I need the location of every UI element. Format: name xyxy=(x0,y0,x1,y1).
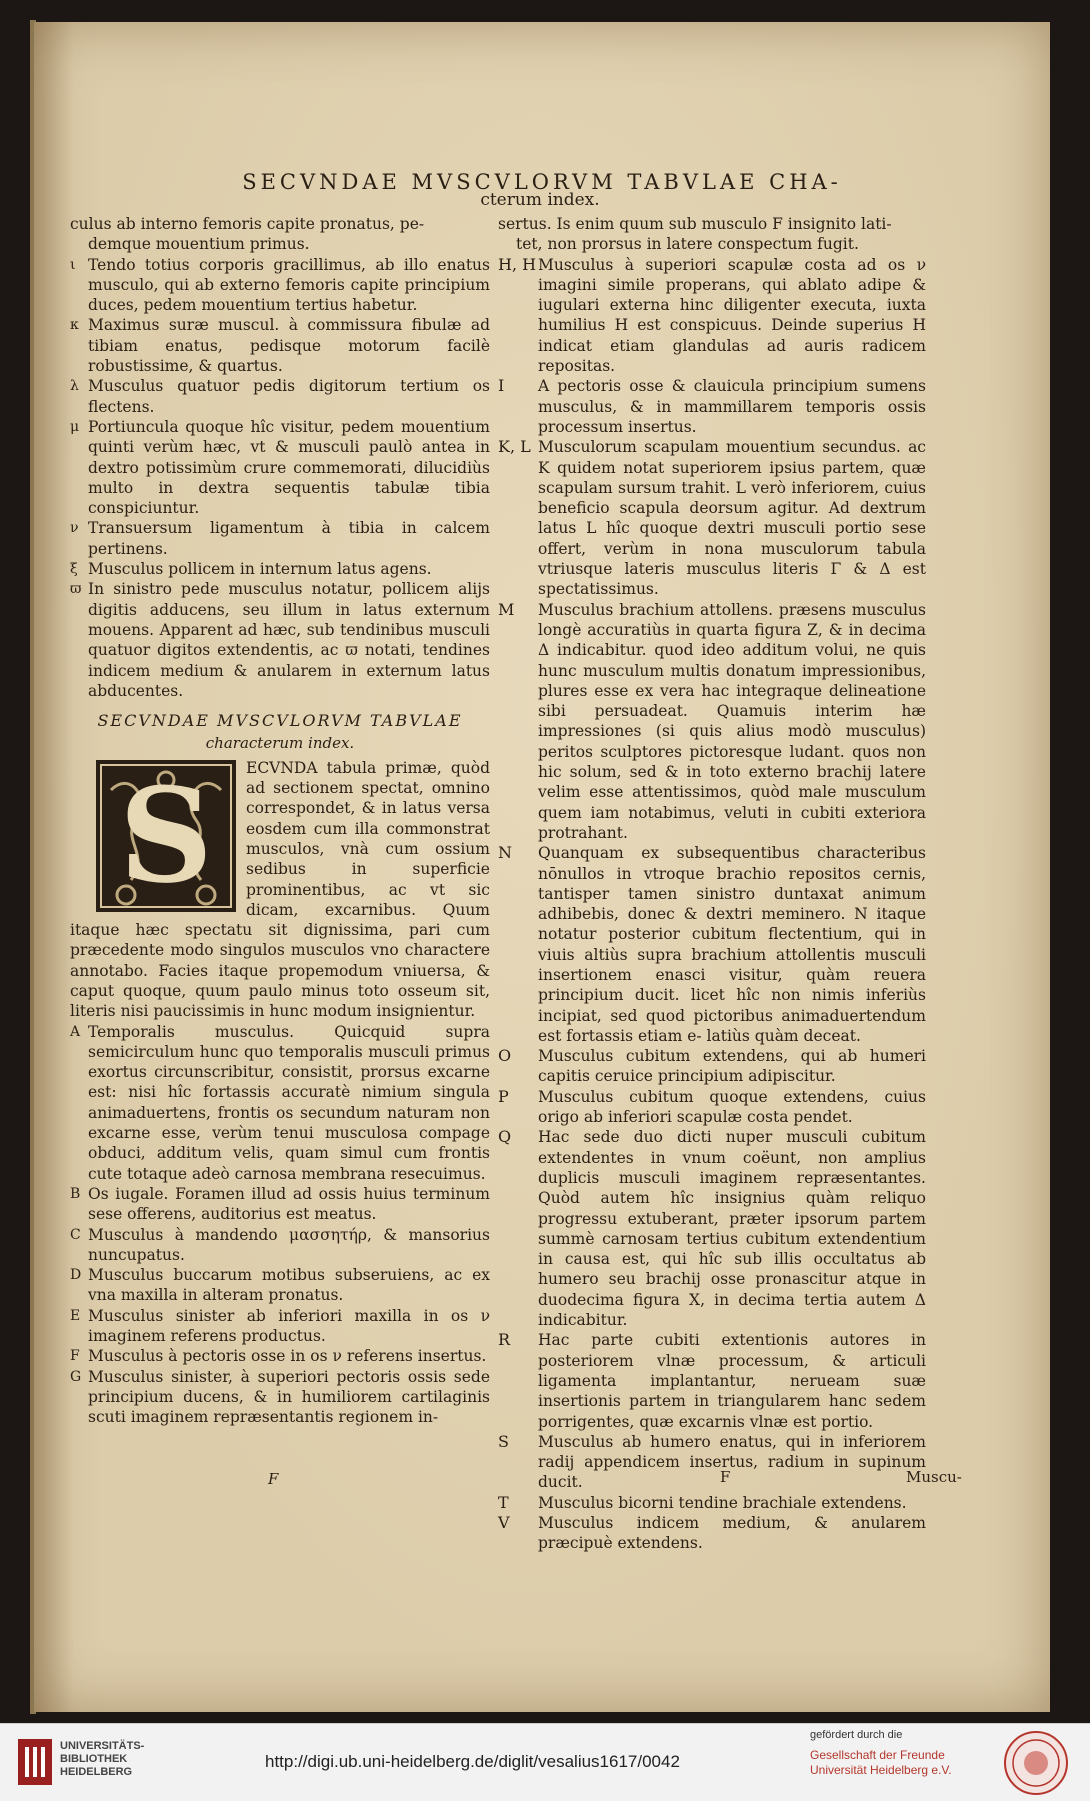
index-entry xyxy=(498,1432,926,1493)
entry-key: ϖ xyxy=(70,581,82,598)
entry-key: κ xyxy=(70,317,79,334)
right-column xyxy=(498,214,926,1554)
entry-key: λ xyxy=(70,378,79,395)
entry-key: A xyxy=(70,1023,81,1040)
entry-key: O xyxy=(498,1046,512,1066)
entry-key: V xyxy=(498,1513,510,1532)
index-entry xyxy=(70,315,490,376)
uni-name-line: BIBLIOTHEK xyxy=(60,1753,128,1765)
index-entry xyxy=(498,255,926,377)
index-entry xyxy=(70,417,490,518)
entry-key: I xyxy=(498,376,505,396)
footer-bar xyxy=(0,1723,1090,1801)
right-entries xyxy=(498,255,926,1554)
entry-key: ν xyxy=(70,520,79,537)
signature-mark-left: F xyxy=(268,1470,279,1488)
index-entry xyxy=(70,579,490,701)
section-subtitle: characterum index. xyxy=(205,734,355,753)
index-entry xyxy=(498,1493,926,1513)
left-column xyxy=(70,214,490,1428)
entry-text: Quanquam ex subsequentibus characteribus nōnullos in vtroque brachio repositos cernis, tantisper tamen sinistro duntaxat animum adhibebis, donec & dextri meminero. N itaque notatur posterior cubitum flectentium, qui in viuis altiùs supra brachium attollentis musculi insertionem enasci visitur, quàm reuera principium ducit. licet hîc non nimis inferiùs incipiat, sed quod pictoribus animaduertendum est fortassis etiam e- latiùs quàm deceat. xyxy=(538,844,926,1045)
left-entries-bottom xyxy=(70,1022,490,1428)
page-header-title: SECVNDAE MVSCVLORVM TABVLAE CHA- xyxy=(242,170,842,194)
entry-text: Tendo totius corporis gracillimus, ab illo enatus musculo, qui ab externo femoris capite principium duces, pedem mouentium tertius habetur. xyxy=(88,255,490,315)
entry-key: μ xyxy=(70,418,80,435)
entry-text: In sinistro pede musculus notatur, pollicem alijs digitis adducens, seu illum in latus externum mouens. Apparent ad hæc, sub tendinibus musculi quatuor digitos extendentis, ac ϖ notati, tendines indicem medium & anularem in externum latus abducentes. xyxy=(88,580,490,700)
university-library-logo-icon[interactable] xyxy=(18,1739,52,1785)
index-entry xyxy=(70,1346,490,1366)
entry-key: N xyxy=(498,843,512,863)
index-entry xyxy=(498,376,926,437)
decorated-initial-icon xyxy=(96,760,236,912)
index-entry xyxy=(70,1022,490,1184)
entry-text: Musculus pollicem in internum latus agens. xyxy=(88,560,432,579)
entry-key: T xyxy=(498,1492,509,1512)
index-entry xyxy=(70,559,490,579)
initial-letter: S xyxy=(119,758,213,912)
catchword: Muscu- xyxy=(906,1468,962,1486)
entry-text: Musculus bicorni tendine brachiale extendens. xyxy=(538,1493,907,1512)
entry-key: P xyxy=(498,1086,509,1106)
index-entry xyxy=(498,1046,926,1087)
entry-key: R xyxy=(498,1330,511,1350)
entry-key: G xyxy=(70,1368,82,1385)
entry-text: Hac parte cubiti extentionis autores in posteriorem vlnæ processum, & articuli ligamenta implantantur, nerueam suæ insertionis partem in triangularem hanc sedem porrigentes, quæ excarnis vlnæ est portio. xyxy=(538,1331,926,1431)
entry-text: Musculus ab humero enatus, qui in inferiorem radij appendicem insertus, radium in supinum ducit. xyxy=(538,1432,926,1492)
entry-text: Portiuncula quoque hîc visitur, pedem mouentium quinti verùm hæc, vt & musculi paulò antea in dextro potissimùm crure commemorati, dilucidiùs multo in dextra sequentis tabulæ tibia conspiciuntur. xyxy=(88,417,490,518)
left-entries-top xyxy=(70,255,490,702)
index-entry xyxy=(70,518,490,559)
entry-key: ι xyxy=(70,256,76,273)
right-intro-line: sertus. Is enim quum sub musculo F insignito lati- xyxy=(498,215,892,233)
index-entry xyxy=(498,1513,926,1554)
intro-paragraph-block xyxy=(70,758,490,1022)
entry-key: Q xyxy=(498,1127,512,1147)
entry-text: Musculus à pectoris osse in os ν referens insertus. xyxy=(88,1347,487,1366)
entry-text: Musculus sinister ab inferiori maxilla in os ν imaginem referens productus. xyxy=(88,1306,490,1346)
entry-text: Musculus brachium attollens. præsens musculus longè accuratiùs in quarta figura Ζ, & in decima Δ indicabitur. quod ideo additum volui, ne quis hunc musculum multis donatum impressionibus, plures esse ex vera hac integraque delineatione sibi persuadeat. Quamuis interim hæ impressiones (si quis alius modò musculus) peritos sculptores pictoresque ludant. quos non hic solum, sed & in toto externo brachij latere velim esse attentissimos, quòd male musculum quem iam notabimus, veluti in cubiti exteriora protrahant. xyxy=(538,600,926,842)
left-intro-line: culus ab interno femoris capite pronatus, pe- xyxy=(70,215,425,233)
entry-text: Hac sede duo dicti nuper musculi cubitum extendentes in vnum coëunt, non amplius duplicis musculi imaginem repræsentantes. Quòd autem hîc insignius quàm reliquo progressu extuberant, præter ipsorum partem summè carnosam tertius cubitum extendentium in causa est, qui hîc sub illis occultatus ab humero seu brachij osse pronascitur atque in duodecima figura X, in decima tertia autem Δ indicabitur. xyxy=(538,1128,926,1330)
entry-text: Musculus à mandendo μασσητήρ, & mansorius nuncupatus. xyxy=(88,1225,490,1264)
entry-key: H, H xyxy=(498,254,537,274)
entry-key: C xyxy=(70,1226,81,1243)
entry-key: ξ xyxy=(70,561,78,578)
entry-text: Musculus buccarum motibus subseruiens, ac ex vna maxilla in alteram pronatus. xyxy=(88,1266,490,1305)
entry-text: A pectoris osse & clauicula principium sumens musculus, & in mammillarem temporis ossis processum insertus. xyxy=(538,377,926,436)
society-name-line: Gesellschaft der Freunde xyxy=(810,1748,945,1762)
entry-text: Os iugale. Foramen illud ad ossis huius terminum sese offerens, auditorius est meatus. xyxy=(88,1184,490,1224)
uni-name-line: UNIVERSITÄTS- xyxy=(60,1740,145,1752)
intro-paragraph: ECVNDA tabula primæ, quòd ad sectionem spectat, omnino correspondet, & in latus versa eosdem cum illa commonstrat musculos, vnà cum ossium sedibus in superficie prominentibus, ac vt sic dicam, excarnibus. Quum itaque hæc spectatu sit dignissima, pari cum præcedente modo singulos musculos vno charactere annotabo. Facies itaque propemodum vniuersa, & caput quoque, quum paulo minus toto osseum sit, literis nisi paucissimis in hunc modum insignientur. xyxy=(70,758,490,1021)
index-entry xyxy=(70,1265,490,1306)
entry-text: Maximus suræ muscul. à commissura fibulæ ad tibiam enatus, pedisque motorum facilè robustissime, & quartus. xyxy=(88,316,490,376)
entry-key: F xyxy=(70,1348,80,1365)
index-entry xyxy=(70,376,490,417)
entry-key: E xyxy=(70,1307,81,1324)
signature-mark-right: F xyxy=(720,1468,731,1486)
entry-key: K, L xyxy=(498,437,531,457)
index-entry xyxy=(498,437,926,599)
entry-text: Musculus cubitum extendens, qui ab humeri capitis ceruice principium adipiscitur. xyxy=(538,1047,926,1086)
entry-text: Temporalis musculus. Quicquid supra semicirculum hunc quo temporalis musculi primus exortus circunscribitur, consistit, prorsus excarne est: nisi hîc fortassis accuratè nimium singula animaduertens, frontis os secundum naturam non excarne esse, verùm tenui musculosa compage obduci, additum velis, quam simul cum frontis cute totaque adeò carnosa membrana resecuimus. xyxy=(88,1022,490,1183)
page-header-subtitle: cterum index. xyxy=(480,190,600,210)
index-entry xyxy=(70,1367,490,1428)
entry-key: D xyxy=(70,1267,82,1284)
entry-text: Musculus indicem medium, & anularem præcipuè extendens. xyxy=(538,1514,926,1553)
index-entry xyxy=(70,1225,490,1266)
entry-text: Musculus quatuor pedis digitorum tertium os flectens. xyxy=(88,377,490,416)
index-entry xyxy=(498,1087,926,1128)
index-entry xyxy=(70,1184,490,1225)
entry-text: Musculus cubitum quoque extendens, cuius origo ab inferiori scapulæ costa pendet. xyxy=(538,1087,926,1127)
left-intro-line: demque mouentium primus. xyxy=(88,235,310,254)
index-entry xyxy=(70,1306,490,1347)
entry-text: Musculorum scapulam mouentium secundus. ac K quidem notat superiorem ipsius partem, quæ scapulam sursum trahit. L verò inferiorem, cuius beneficio scapula deorsum agitur. Ad dextrum latus L hîc quoque dextri musculi portio sese offert, verùm in nona musculorum tabula vtriusque lateris musculus literis Γ & Δ est spectatissimus. xyxy=(538,438,926,599)
society-name[interactable] xyxy=(810,1748,952,1778)
entry-key: M xyxy=(498,599,515,619)
university-library-name xyxy=(60,1740,144,1779)
index-entry xyxy=(498,600,926,844)
index-entry xyxy=(498,1330,926,1431)
university-seal-icon xyxy=(1003,1730,1069,1796)
funded-by-label: gefördert durch die xyxy=(810,1729,903,1741)
entry-key: B xyxy=(70,1185,81,1202)
index-entry xyxy=(498,1127,926,1330)
entry-text: Musculus sinister, à superiori pectoris ossis sede principium ducens, & in humiliorem cartilaginis scuti imaginem repræsentantis regionem in- xyxy=(88,1367,490,1427)
index-entry xyxy=(70,255,490,316)
uni-name-line: HEIDELBERG xyxy=(60,1766,133,1778)
section-title: SECVNDAE MVSCVLORVM TABVLAE xyxy=(97,711,463,731)
society-name-line: Universität Heidelberg e.V. xyxy=(810,1763,952,1777)
index-entry xyxy=(498,843,926,1046)
entry-text: Transuersum ligamentum à tibia in calcem pertinens. xyxy=(88,519,490,558)
right-intro-line: tet, non prorsus in latere conspectum fugit. xyxy=(516,235,859,254)
permalink-url[interactable]: http://digi.ub.uni-heidelberg.de/diglit/vesalius1617/0042 xyxy=(265,1752,680,1771)
entry-text: Musculus à superiori scapulæ costa ad os ν imagini simile properans, qui ablato adipe & iugulari externa hinc diligenter executa, iuxta humilius H est conspicuus. Deinde superius H indicat etiam glandulas ad auris radicem repositas. xyxy=(538,255,926,376)
entry-key: S xyxy=(498,1431,509,1451)
